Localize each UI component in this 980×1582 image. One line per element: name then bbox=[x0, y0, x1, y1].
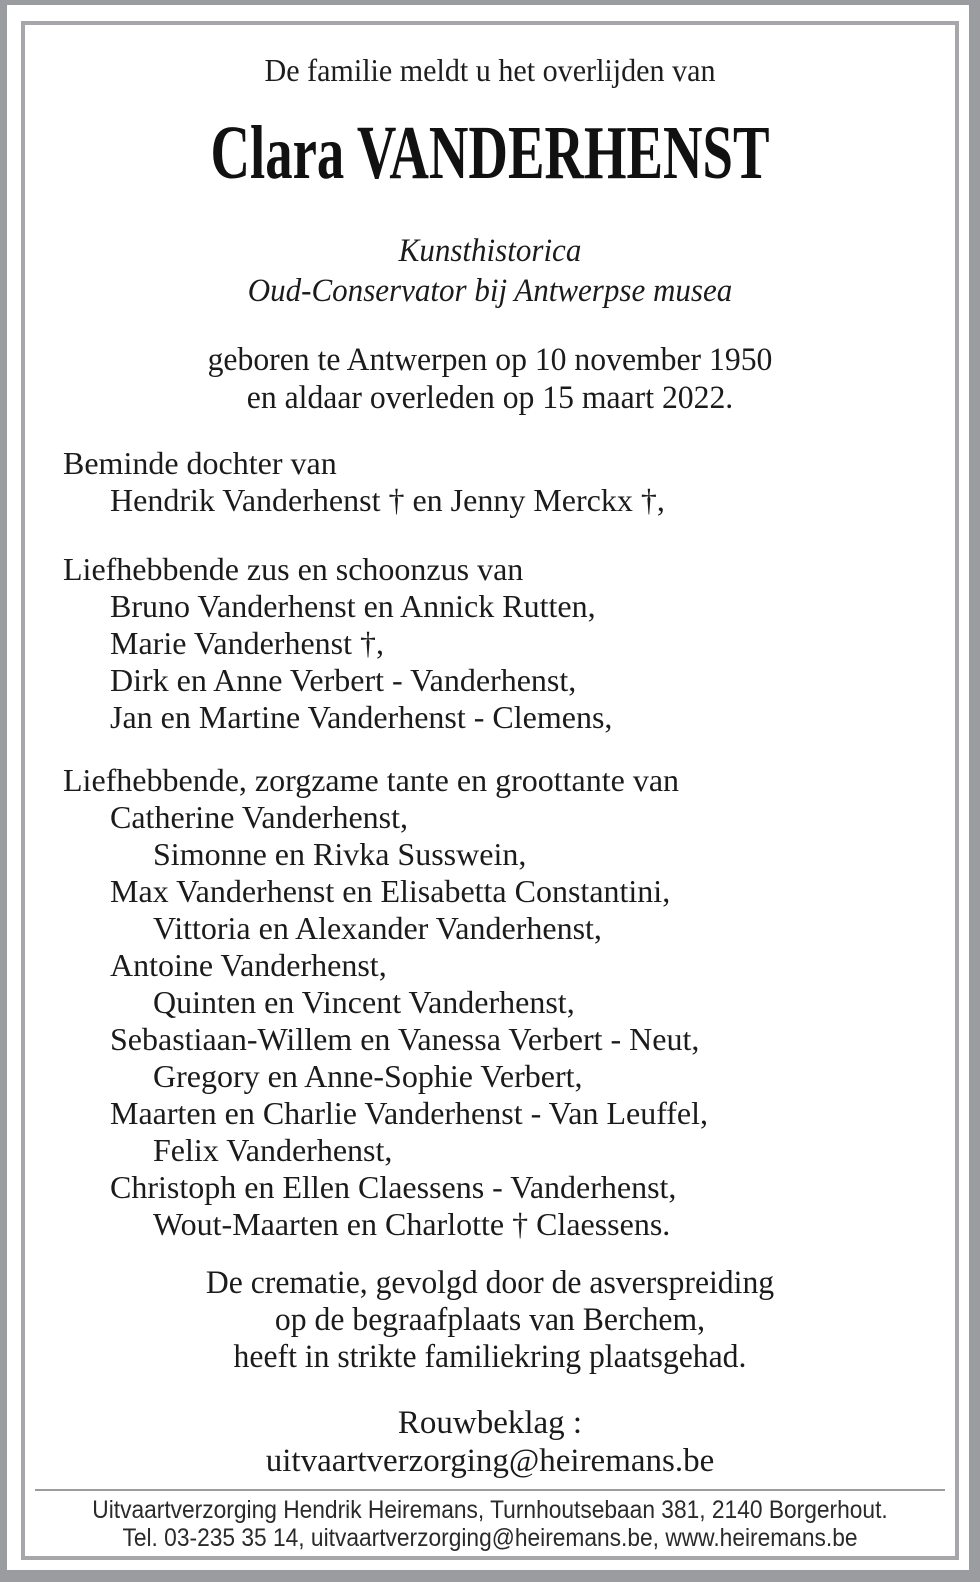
cremation-line: De crematie, gevolgd door de asverspreiding bbox=[205, 1265, 775, 1301]
death-notice-card bbox=[21, 21, 959, 1560]
relative-name-line: Dirk en Anne Verbert - Vanderhenst, bbox=[110, 662, 577, 698]
section-header: Beminde dochter van bbox=[63, 445, 337, 481]
cremation-line: heeft in strikte familiekring plaatsgehad. bbox=[233, 1339, 747, 1375]
footer-divider bbox=[35, 1489, 945, 1491]
relative-name-line: Felix Vanderhenst, bbox=[153, 1132, 393, 1168]
relative-name-line: Bruno Vanderhenst en Annick Rutten, bbox=[110, 588, 596, 624]
intro-line: De familie meldt u het overlijden van bbox=[264, 52, 716, 88]
paper-margin bbox=[7, 5, 969, 1570]
relative-name-line: Quinten en Vincent Vanderhenst, bbox=[153, 984, 575, 1020]
relative-name-line: Sebastiaan-Willem en Vanessa Verbert - Neut, bbox=[110, 1021, 700, 1057]
deceased-subtitle bbox=[53, 231, 927, 311]
relative-name-line: Christoph en Ellen Claessens - Vanderhenst, bbox=[110, 1169, 677, 1205]
funeral-home-footer bbox=[67, 1496, 913, 1552]
relative-name-line: Vittoria en Alexander Vanderhenst, bbox=[153, 910, 602, 946]
condolence-block bbox=[25, 1404, 955, 1480]
relative-name-line: Gregory en Anne-Sophie Verbert, bbox=[153, 1058, 583, 1094]
relative-name-line: Wout-Maarten en Charlotte † Claessens. bbox=[153, 1206, 671, 1242]
cremation-notice bbox=[44, 1265, 937, 1376]
death-line: en aldaar overleden op 15 maart 2022. bbox=[246, 380, 734, 416]
condolence-label: Rouwbeklag : bbox=[397, 1405, 583, 1441]
birth-line: geboren te Antwerpen op 10 november 1950 bbox=[207, 342, 773, 378]
subtitle-line-role: Oud-Conservator bij Antwerpse musea bbox=[247, 273, 733, 309]
funeral-home-contact-line: Tel. 03-235 35 14, uitvaartverzorging@heiremans.be, www.heiremans.be bbox=[122, 1524, 858, 1552]
section-sister-of bbox=[25, 551, 955, 736]
relative-name-line: Hendrik Vanderhenst † en Jenny Merckx †, bbox=[110, 482, 665, 518]
section-header: Liefhebbende, zorgzame tante en groottante van bbox=[63, 762, 680, 798]
funeral-home-address-line: Uitvaartverzorging Hendrik Heiremans, Turnhoutsebaan 381, 2140 Borgerhout. bbox=[92, 1496, 888, 1524]
relative-name-line: Catherine Vanderhenst, bbox=[110, 799, 408, 835]
birth-death-dates bbox=[44, 341, 937, 417]
relative-name-line: Marie Vanderhenst †, bbox=[110, 625, 384, 661]
subtitle-line-profession: Kunsthistorica bbox=[398, 233, 582, 269]
section-daughter-of bbox=[25, 445, 955, 519]
relative-name-line: Simonne en Rivka Susswein, bbox=[153, 836, 527, 872]
condolence-email: uitvaartverzorging@heiremans.be bbox=[265, 1443, 715, 1479]
relative-name-line: Jan en Martine Vanderhenst - Clemens, bbox=[110, 699, 613, 735]
relative-name-line: Max Vanderhenst en Elisabetta Constantini, bbox=[110, 873, 671, 909]
section-header: Liefhebbende zus en schoonzus van bbox=[63, 551, 524, 587]
section-aunt-of bbox=[25, 762, 955, 1243]
relative-name-line: Maarten en Charlie Vanderhenst - Van Leuffel, bbox=[110, 1095, 709, 1131]
cremation-line: op de begraafplaats van Berchem, bbox=[274, 1302, 706, 1338]
deceased-name: Clara VANDERHENST bbox=[210, 111, 770, 195]
relative-name-line: Antoine Vanderhenst, bbox=[110, 947, 387, 983]
